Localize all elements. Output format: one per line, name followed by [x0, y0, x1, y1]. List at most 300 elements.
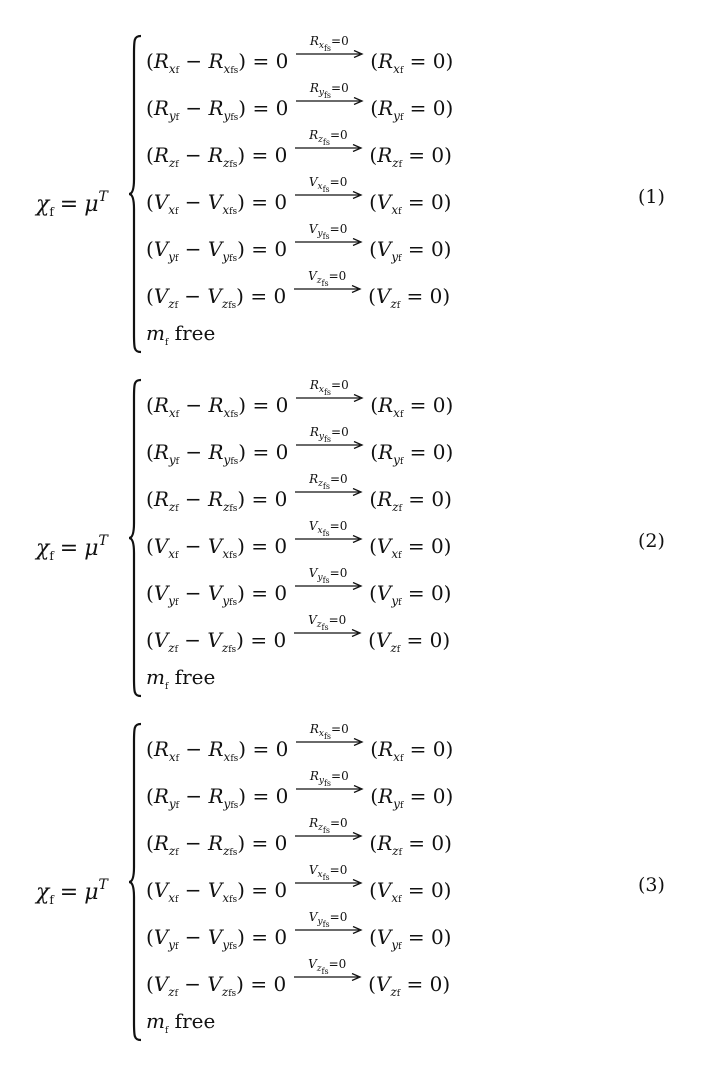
- subscript-suffix: f: [174, 301, 178, 311]
- close-paren: ): [237, 925, 245, 949]
- open-paren: (: [369, 487, 378, 511]
- subscript-suffix: fs: [229, 551, 238, 561]
- open-paren: (: [369, 143, 378, 167]
- chi-subscript: f: [49, 549, 54, 563]
- open-paren: (: [146, 878, 154, 902]
- close-paren: ): [237, 487, 246, 511]
- subscript: zf: [168, 641, 178, 655]
- close-paren: ): [443, 190, 452, 214]
- equals-zero: = 0: [401, 487, 445, 511]
- implication-arrow: [293, 566, 363, 600]
- label-subscript: yfs: [317, 573, 330, 585]
- variable: R: [153, 831, 169, 855]
- label-subscript-suffix: fs: [321, 623, 329, 632]
- variable: R: [153, 96, 169, 120]
- equals-zero: = 0: [403, 440, 446, 464]
- close-paren: ): [443, 925, 452, 949]
- mu-superscript: T: [98, 189, 108, 205]
- label-subscript: zfs: [318, 823, 330, 835]
- label-equals-zero: =0: [329, 566, 348, 580]
- implication-arrow: [294, 378, 364, 412]
- variable: V: [153, 534, 169, 558]
- mu-superscript: T: [98, 533, 108, 549]
- variable: V: [376, 190, 392, 214]
- equals-zero: = 0: [400, 284, 443, 308]
- variable: V: [207, 925, 223, 949]
- variable: R: [208, 96, 224, 120]
- subscript: zfs: [223, 156, 238, 170]
- open-paren: (: [146, 925, 154, 949]
- implication-arrow: [293, 910, 363, 944]
- subscript: zf: [168, 500, 179, 514]
- subscript-suffix: fs: [228, 645, 237, 655]
- label-subscript: xfs: [318, 41, 332, 53]
- chi-symbol: χ: [36, 880, 50, 905]
- open-paren: (: [369, 878, 377, 902]
- subscript: xfs: [223, 62, 239, 76]
- variable: R: [378, 393, 394, 417]
- arrow-shaft: [292, 629, 362, 637]
- open-paren: (: [368, 628, 376, 652]
- equals-zero: = 0: [243, 284, 287, 308]
- label-variable: R: [309, 722, 319, 736]
- close-paren: ): [445, 784, 454, 808]
- constraint-row: [146, 472, 452, 514]
- variable: R: [153, 784, 169, 808]
- label-subscript-suffix: fs: [322, 529, 330, 538]
- minus-sign: −: [177, 284, 208, 308]
- subscript-suffix: fs: [230, 66, 239, 76]
- subscript: yf: [168, 594, 179, 608]
- arrow-shaft: [294, 785, 364, 793]
- close-paren: ): [238, 96, 247, 120]
- label-subscript: yfs: [318, 88, 332, 100]
- label-subscript-suffix: fs: [323, 388, 332, 397]
- variable: R: [208, 784, 224, 808]
- open-paren: (: [146, 96, 154, 120]
- variable: R: [208, 737, 224, 761]
- minus-sign: −: [177, 972, 208, 996]
- arrow-shaft: [292, 285, 362, 293]
- subscript-suffix: f: [175, 113, 179, 123]
- subscript: yfs: [222, 250, 238, 264]
- equals-sign: =: [59, 880, 79, 905]
- variable: R: [377, 831, 393, 855]
- variable: R: [378, 784, 394, 808]
- label-equals-zero: =0: [331, 34, 349, 48]
- minus-sign: −: [178, 487, 209, 511]
- free-row: [146, 660, 215, 694]
- implication-arrow: [294, 34, 364, 68]
- constraint-row: [146, 566, 452, 608]
- label-subscript-suffix: fs: [322, 482, 330, 491]
- subscript-suffix: fs: [230, 754, 239, 764]
- subscript-suffix: f: [174, 645, 178, 655]
- minus-sign: −: [179, 784, 209, 808]
- label-subscript: xfs: [317, 526, 330, 538]
- open-paren: (: [369, 190, 377, 214]
- equals-zero: = 0: [246, 440, 289, 464]
- label-subscript-suffix: fs: [322, 873, 330, 882]
- variable: V: [207, 972, 222, 996]
- variable: V: [375, 972, 391, 996]
- subscript-suffix: f: [175, 551, 179, 561]
- subscript: zf: [390, 985, 401, 999]
- subscript-suffix: f: [398, 160, 402, 170]
- open-paren: (: [146, 190, 154, 214]
- label-subscript: zfs: [316, 620, 329, 632]
- label-equals-zero: =0: [331, 722, 349, 736]
- subscript-suffix: f: [175, 410, 179, 420]
- equals-zero: = 0: [403, 393, 446, 417]
- label-subscript-suffix: fs: [322, 920, 330, 929]
- subscript: xf: [168, 750, 179, 764]
- subscript-suffix: f: [399, 113, 404, 123]
- close-paren: ): [442, 284, 451, 308]
- variable: R: [208, 393, 224, 417]
- subscript: zfs: [221, 641, 237, 655]
- constraint-row: [146, 816, 452, 858]
- label-equals-zero: =0: [328, 613, 347, 627]
- constraint-row: [146, 175, 452, 217]
- minus-sign: −: [179, 737, 209, 761]
- implication-arrow: [293, 222, 363, 256]
- label-variable: R: [309, 378, 319, 392]
- label-variable: R: [309, 769, 319, 783]
- equals-zero: = 0: [244, 925, 288, 949]
- label-equals-zero: =0: [329, 175, 348, 189]
- variable: R: [208, 831, 224, 855]
- free-label: free: [168, 1009, 216, 1033]
- open-paren: (: [146, 237, 154, 261]
- close-paren: ): [443, 237, 452, 261]
- variable: R: [153, 393, 169, 417]
- subscript-suffix: f: [175, 895, 179, 905]
- equals-zero: = 0: [245, 831, 288, 855]
- equals-zero: = 0: [403, 784, 446, 808]
- label-equals-zero: =0: [331, 378, 349, 392]
- equals-sign: =: [59, 192, 79, 217]
- subscript: xf: [391, 891, 402, 905]
- close-paren: ): [445, 49, 454, 73]
- subscript: xfs: [222, 891, 238, 905]
- label-subscript-suffix: fs: [321, 279, 329, 288]
- minus-sign: −: [178, 878, 208, 902]
- subscript-suffix: f: [396, 645, 401, 655]
- subscript: yf: [168, 453, 179, 467]
- subscript-suffix: fs: [230, 457, 239, 467]
- subscript-suffix: fs: [230, 113, 239, 123]
- subscript: zf: [168, 156, 179, 170]
- label-equals-zero: =0: [329, 816, 348, 830]
- variable: V: [376, 237, 392, 261]
- subscript-suffix: f: [396, 989, 401, 999]
- close-paren: ): [442, 628, 451, 652]
- open-paren: (: [146, 581, 154, 605]
- close-paren: ): [444, 143, 452, 167]
- equation-lhs: [36, 878, 108, 906]
- subscript: xf: [393, 406, 404, 420]
- subscript: yf: [168, 938, 179, 952]
- constraint-row: [146, 34, 454, 76]
- equation-number: (1): [638, 186, 665, 208]
- label-equals-zero: =0: [329, 222, 348, 236]
- mu-symbol: μ: [84, 192, 99, 217]
- subscript: yf: [391, 594, 402, 608]
- implication-arrow: [293, 128, 363, 162]
- open-paren: (: [146, 737, 154, 761]
- constraint-row: [146, 863, 452, 905]
- equals-zero: = 0: [244, 190, 288, 214]
- label-subscript-suffix: fs: [323, 91, 332, 100]
- subscript-suffix: fs: [229, 207, 238, 217]
- open-paren: (: [146, 534, 154, 558]
- minus-sign: −: [178, 581, 208, 605]
- variable: V: [376, 878, 392, 902]
- minus-sign: −: [178, 143, 209, 167]
- variable: R: [208, 143, 224, 167]
- label-subscript: yfs: [317, 917, 330, 929]
- equals-zero: = 0: [401, 190, 444, 214]
- subscript: yfs: [223, 109, 239, 123]
- arrow-shaft: [292, 973, 362, 981]
- constraint-row: [146, 722, 454, 764]
- label-subscript-suffix: fs: [323, 779, 332, 788]
- label-subscript: xfs: [318, 385, 332, 397]
- subscript-suffix: f: [398, 551, 402, 561]
- variable: R: [153, 440, 169, 464]
- label-equals-zero: =0: [328, 957, 347, 971]
- minus-sign: −: [179, 96, 209, 120]
- label-subscript-suffix: fs: [323, 732, 332, 741]
- equals-zero: = 0: [400, 628, 443, 652]
- label-subscript: yfs: [318, 432, 332, 444]
- constraint-row: [146, 81, 454, 123]
- free-row: [146, 316, 215, 350]
- equals-zero: = 0: [400, 972, 443, 996]
- subscript-suffix: f: [175, 801, 179, 811]
- constraint-row: [146, 378, 454, 420]
- subscript: zf: [390, 641, 401, 655]
- close-paren: ): [445, 96, 454, 120]
- close-paren: ): [445, 737, 454, 761]
- open-paren: (: [369, 237, 377, 261]
- subscript-suffix: f: [398, 942, 402, 952]
- arrow-shaft: [293, 535, 363, 543]
- subscript-suffix: f: [399, 801, 404, 811]
- equals-zero: = 0: [401, 925, 444, 949]
- close-paren: ): [443, 581, 452, 605]
- subscript: yfs: [222, 594, 238, 608]
- implication-arrow: [293, 175, 363, 209]
- open-paren: (: [146, 831, 154, 855]
- open-paren: (: [146, 972, 154, 996]
- equation-lhs: [36, 534, 108, 562]
- constraint-row: [146, 222, 452, 264]
- close-paren: ): [444, 487, 452, 511]
- subscript: xf: [393, 62, 404, 76]
- equals-zero: = 0: [244, 581, 288, 605]
- constraint-row: [146, 128, 452, 170]
- subscript-suffix: fs: [229, 942, 238, 952]
- variable: R: [153, 487, 169, 511]
- close-paren: ): [238, 784, 247, 808]
- label-variable: V: [308, 566, 318, 580]
- label-variable: R: [309, 472, 319, 486]
- variable: V: [207, 237, 223, 261]
- subscript-suffix: f: [398, 598, 402, 608]
- minus-sign: −: [177, 628, 208, 652]
- subscript-suffix: fs: [229, 254, 238, 264]
- equals-zero: = 0: [244, 534, 288, 558]
- minus-sign: −: [178, 237, 208, 261]
- variable: V: [153, 878, 169, 902]
- minus-sign: −: [178, 925, 208, 949]
- close-paren: ): [443, 878, 452, 902]
- open-paren: (: [146, 784, 154, 808]
- arrow-shaft: [294, 50, 364, 58]
- implication-arrow: [293, 472, 363, 506]
- subscript: yf: [391, 250, 402, 264]
- subscript-suffix: f: [399, 66, 404, 76]
- constraint-row: [146, 613, 451, 655]
- equals-zero: = 0: [403, 49, 446, 73]
- equals-zero: = 0: [244, 878, 288, 902]
- chi-symbol: χ: [36, 192, 50, 217]
- close-paren: ): [442, 972, 451, 996]
- subscript-suffix: f: [175, 254, 179, 264]
- equation-2: [0, 378, 704, 718]
- subscript: yf: [168, 797, 179, 811]
- subscript: xfs: [223, 406, 239, 420]
- variable: R: [153, 49, 169, 73]
- subscript-suffix: f: [175, 207, 179, 217]
- label-equals-zero: =0: [329, 519, 348, 533]
- variable: V: [153, 925, 169, 949]
- subscript-suffix: f: [175, 598, 179, 608]
- chi-symbol: χ: [36, 536, 50, 561]
- variable: V: [153, 628, 169, 652]
- variable: V: [207, 581, 223, 605]
- left-brace: [128, 722, 142, 1042]
- variable: V: [375, 284, 391, 308]
- subscript-suffix: f: [396, 301, 401, 311]
- constraint-row: [146, 910, 452, 952]
- label-equals-zero: =0: [331, 769, 349, 783]
- subscript: zfs: [223, 844, 238, 858]
- open-paren: (: [369, 534, 377, 558]
- subscript: xf: [168, 62, 179, 76]
- label-equals-zero: =0: [329, 472, 348, 486]
- equals-zero: = 0: [401, 143, 445, 167]
- label-subscript: yfs: [317, 229, 330, 241]
- subscript: yfs: [223, 453, 239, 467]
- close-paren: ): [236, 284, 244, 308]
- subscript: xfs: [222, 547, 238, 561]
- variable: R: [208, 49, 224, 73]
- arrow-shaft: [294, 738, 364, 746]
- subscript-suffix: f: [164, 338, 169, 348]
- implication-arrow: [294, 81, 364, 115]
- label-subscript-suffix: fs: [323, 435, 332, 444]
- subscript: yf: [168, 109, 179, 123]
- minus-sign: −: [179, 393, 209, 417]
- subscript: yf: [391, 938, 402, 952]
- subscript-suffix: f: [398, 504, 402, 514]
- equals-zero: = 0: [246, 784, 289, 808]
- subscript: xf: [168, 547, 179, 561]
- open-paren: (: [370, 96, 379, 120]
- subscript: zfs: [223, 500, 238, 514]
- chi-subscript: f: [49, 205, 54, 219]
- subscript-suffix: f: [175, 160, 179, 170]
- subscript-suffix: fs: [229, 895, 238, 905]
- free-label: free: [168, 665, 216, 689]
- label-equals-zero: =0: [328, 269, 347, 283]
- subscript: xf: [391, 203, 402, 217]
- subscript-suffix: fs: [229, 160, 238, 170]
- open-paren: (: [146, 393, 154, 417]
- variable: V: [153, 972, 169, 996]
- variable: V: [153, 237, 169, 261]
- equals-zero: = 0: [245, 487, 288, 511]
- subscript: yf: [393, 453, 404, 467]
- constraint-row: [146, 769, 454, 811]
- equals-sign: =: [59, 536, 79, 561]
- arrow-shaft: [293, 582, 363, 590]
- subscript-suffix: fs: [229, 598, 238, 608]
- open-paren: (: [146, 487, 154, 511]
- subscript-suffix: f: [174, 989, 178, 999]
- subscript: yf: [393, 797, 404, 811]
- subscript: yf: [168, 250, 179, 264]
- label-equals-zero: =0: [329, 128, 348, 142]
- equals-zero: = 0: [243, 972, 287, 996]
- subscript-suffix: f: [175, 66, 179, 76]
- variable: V: [207, 878, 223, 902]
- subscript-suffix: f: [175, 754, 179, 764]
- arrow-shaft: [294, 97, 364, 105]
- open-paren: (: [369, 925, 377, 949]
- subscript-suffix: f: [399, 457, 404, 467]
- variable: V: [376, 534, 392, 558]
- constraint-row: [146, 269, 451, 311]
- close-paren: ): [238, 737, 247, 761]
- close-paren: ): [237, 831, 246, 855]
- label-subscript: xfs: [318, 729, 332, 741]
- label-subscript: yfs: [318, 776, 332, 788]
- open-paren: (: [146, 284, 154, 308]
- variable: V: [375, 628, 391, 652]
- label-variable: R: [309, 816, 319, 830]
- variable: R: [377, 487, 393, 511]
- label-equals-zero: =0: [329, 863, 348, 877]
- left-brace: [128, 34, 142, 354]
- subscript: xf: [168, 203, 179, 217]
- label-equals-zero: =0: [331, 81, 349, 95]
- subscript: zf: [168, 985, 178, 999]
- variable: V: [207, 534, 223, 558]
- variable: V: [376, 925, 392, 949]
- subscript: xfs: [223, 750, 239, 764]
- variable: m: [146, 1009, 165, 1033]
- close-paren: ): [237, 190, 245, 214]
- close-paren: ): [236, 628, 244, 652]
- label-equals-zero: =0: [329, 910, 348, 924]
- close-paren: ): [443, 534, 452, 558]
- mu-symbol: μ: [84, 880, 99, 905]
- implication-arrow: [294, 722, 364, 756]
